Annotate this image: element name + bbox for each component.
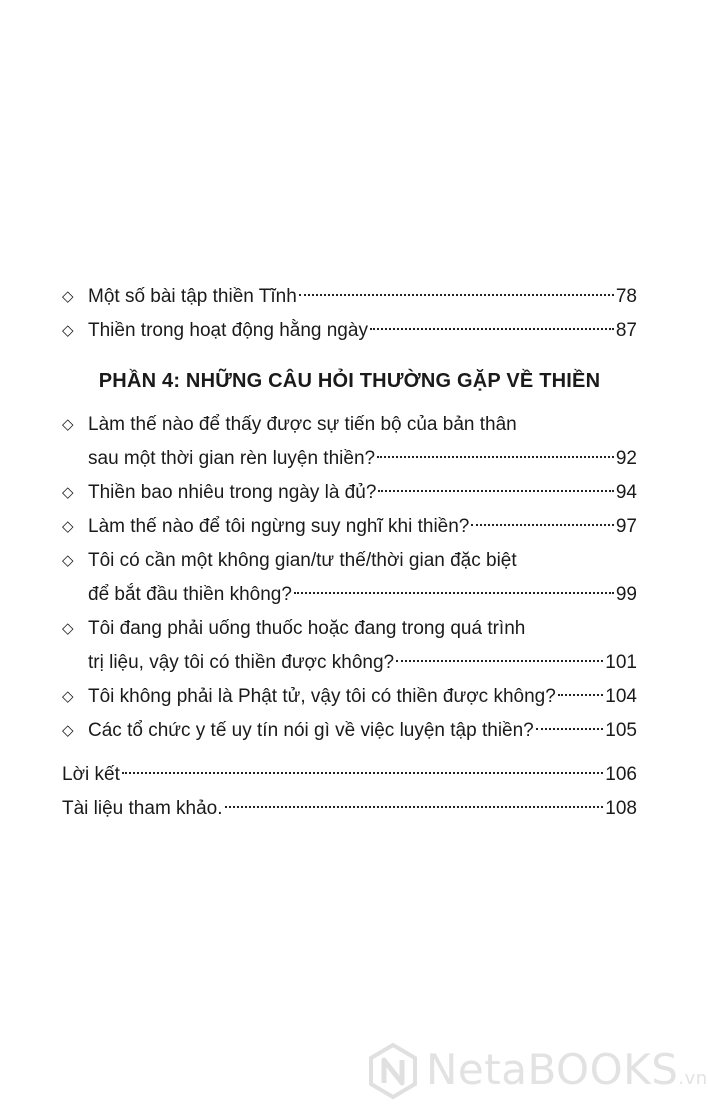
- toc-page-number: 106: [605, 764, 637, 785]
- toc-page-number: 78: [615, 286, 637, 307]
- toc-entry-title: Làm thế nào để thấy được sự tiến bộ của bản thân: [88, 414, 517, 435]
- watermark: [368, 1043, 708, 1103]
- section-heading: PHẦN 4: NHỮNG CÂU HỎI THƯỜNG GẶP VỀ THIỀN: [98, 370, 601, 392]
- toc-page-number: 92: [615, 448, 637, 469]
- toc-entry-title: trị liệu, vậy tôi có thiền được không?: [88, 652, 395, 673]
- dot-leader: [536, 728, 604, 730]
- table-of-contents: [62, 280, 637, 826]
- toc-page-number: 105: [605, 720, 637, 741]
- toc-page-number: 108: [605, 798, 637, 819]
- diamond-bullet-icon: ◇: [62, 552, 74, 569]
- diamond-bullet-icon: ◇: [62, 620, 74, 637]
- toc-entry-title: Thiền trong hoạt động hằng ngày: [88, 320, 368, 341]
- dot-leader: [225, 806, 604, 808]
- diamond-bullet-icon: ◇: [62, 416, 74, 433]
- toc-page-number: 101: [605, 652, 637, 673]
- dot-leader: [471, 524, 613, 526]
- toc-page-number: 99: [615, 584, 637, 605]
- netabooks-logo-icon: [368, 1043, 418, 1099]
- diamond-bullet-icon: ◇: [62, 288, 74, 305]
- toc-entry-title: Một số bài tập thiền Tĩnh: [88, 286, 297, 307]
- toc-entry-title: Tôi có cần một không gian/tư thế/thời gian đặc biệt: [88, 550, 517, 571]
- toc-entry-title: Tôi đang phải uống thuốc hoặc đang trong quá trình: [88, 618, 526, 639]
- toc-page-number: 104: [605, 686, 637, 707]
- toc-page-number: 97: [615, 516, 637, 537]
- toc-entry-title: sau một thời gian rèn luyện thiền?: [88, 448, 376, 469]
- watermark-text: NetaBOOKS.vn: [426, 1045, 708, 1094]
- toc-entry[interactable]: [62, 510, 637, 544]
- toc-entry-title: Các tổ chức y tế uy tín nói gì về việc luyện tập thiền?: [88, 720, 534, 741]
- toc-entry[interactable]: [62, 408, 637, 476]
- dot-leader: [377, 456, 614, 458]
- dot-leader: [294, 592, 614, 594]
- toc-entry[interactable]: [62, 758, 637, 792]
- toc-entry[interactable]: [62, 280, 637, 314]
- diamond-bullet-icon: ◇: [62, 484, 74, 501]
- toc-entry-title: Tài liệu tham khảo.: [62, 798, 223, 819]
- toc-entry-title: để bắt đầu thiền không?: [88, 584, 292, 605]
- toc-entry[interactable]: [62, 680, 637, 714]
- diamond-bullet-icon: ◇: [62, 688, 74, 705]
- dot-leader: [396, 660, 603, 662]
- dot-leader: [378, 490, 613, 492]
- toc-entry[interactable]: [62, 476, 637, 510]
- toc-entry-title: Làm thế nào để tôi ngừng suy nghĩ khi thiền?: [88, 516, 470, 537]
- toc-entry-title: Tôi không phải là Phật tử, vậy tôi có thiền được không?: [88, 686, 556, 707]
- dot-leader: [370, 328, 614, 330]
- diamond-bullet-icon: ◇: [62, 722, 74, 739]
- toc-entry[interactable]: [62, 792, 637, 826]
- dot-leader: [122, 772, 603, 774]
- diamond-bullet-icon: ◇: [62, 518, 74, 535]
- dot-leader: [299, 294, 614, 296]
- toc-entry[interactable]: [62, 714, 637, 748]
- toc-entry[interactable]: [62, 314, 637, 348]
- diamond-bullet-icon: ◇: [62, 322, 74, 339]
- toc-entry[interactable]: [62, 544, 637, 612]
- toc-entry-title: Lời kết: [62, 764, 120, 785]
- toc-page-number: 87: [615, 320, 637, 341]
- toc-entry[interactable]: [62, 612, 637, 680]
- dot-leader: [558, 694, 604, 696]
- toc-entry-title: Thiền bao nhiêu trong ngày là đủ?: [88, 482, 377, 503]
- toc-page-number: 94: [615, 482, 637, 503]
